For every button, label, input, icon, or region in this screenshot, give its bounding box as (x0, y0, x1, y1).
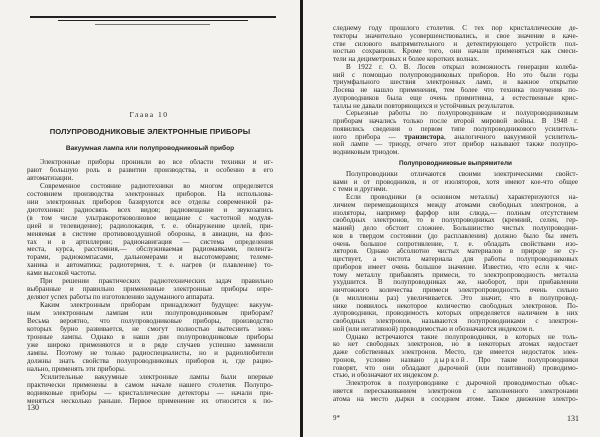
emphasized-term: n (528, 325, 533, 333)
emphasized-term: дыркой (434, 356, 467, 364)
text-line: следнему году прошлого столетия. С тех пор кристаллические де- (333, 25, 578, 32)
text-segment: тронов, условно названо (333, 356, 435, 364)
header-rule-thin (58, 20, 248, 21)
text-line: (в том числе ультракоротковолновое вещание с частотной модуля- (27, 214, 273, 222)
text-line: нии электронных приборов базируются все отделы современной ра- (27, 198, 273, 206)
text-line: ко нет свободных электронов, но в некоторых атомах недостает (333, 341, 578, 349)
paragraph (27, 183, 273, 278)
text-line: стве силового выпрямительного и детектирующего устройств пол- (333, 40, 578, 48)
text-line: приборов имеет очень большое значение. Известно, что если к чис- (333, 263, 578, 271)
text-line: В 1922 г. О. В. Лосев открыл возможность генерации колеба- (346, 63, 578, 71)
chapter-number: Глава 10 (129, 110, 169, 119)
text-line (333, 372, 578, 380)
text-line: Полупроводники отличаются своими электрическими свойст- (346, 170, 578, 178)
text-segment: . (532, 325, 535, 333)
section-heading: Полупроводниковые выпрямители (399, 159, 512, 167)
text-line: Весьма вероятно, что полупроводниковые приборы, производство (27, 318, 273, 326)
paragraph (27, 278, 273, 302)
text-line: Лосева не нашло применения, тем более что техника получения по- (333, 87, 578, 94)
text-line: должны знать свойства полупроводниковых приборов и, где рацио- (27, 357, 273, 365)
paragraph (333, 194, 578, 334)
text-line: свободных электронов, то в полупроводниках (кремний, селен, гер- (333, 217, 578, 225)
text-line: ний с помощью полупроводниковых приборов. Но это были годы (333, 71, 578, 79)
text-line: состоянием производства электронных приборов. На использова- (27, 190, 273, 198)
text-line: маний) дело обстоит сложнее. Большинство чистых полупроводни- (333, 225, 578, 232)
text-segment: стью, и обозначают их индексом (333, 372, 434, 380)
text-line: диотехники: радиосвязь всех видов; радиовещание и звукозапись (27, 206, 273, 214)
text-line: тели на дециметровых и более коротких волнах. (333, 56, 479, 63)
header-rule-thick (30, 16, 276, 18)
page-number: 131 (567, 414, 579, 423)
text-line: атома на место дырки в соседнем атоме. Такое движение электро- (333, 395, 578, 403)
text-line: изоляторы, например фарфор или слюда,— полным отсутствием (333, 209, 578, 217)
text-line: лампы. Поэтому не только радиоспециалисты, но и радиолюбители (27, 349, 273, 357)
text-line: ной лампе — триоду, отчего этот прибор называют также полупро- (333, 141, 578, 149)
paragraph (333, 64, 578, 111)
left-page (0, 0, 298, 437)
text-line: ухудшится. В полупроводниках же, наоборот, при прибавлении (333, 279, 578, 287)
text-line: торами, радиокомпасами, дальномерами и высотомерами; телеме- (27, 254, 273, 262)
text-line: личием перемещающихся между атомами свободных электронов, а (333, 201, 578, 209)
text-line: водниковые приборы — кристаллические детекторы — начали при- (27, 389, 273, 397)
paragraph (27, 159, 273, 183)
text-line: уже широко применяются и в ряде случаев успешно заменили (27, 341, 273, 349)
text-line: автоматизации. (27, 174, 74, 182)
text-line: тронные лампы. Однако в наши дни полупроводниковые приборы (27, 333, 273, 341)
text-line: нике появилось некоторое количество свободных электронов. По- (333, 302, 578, 310)
text-line: Серьезные работы по полупроводникам и полупроводниковым (346, 110, 578, 118)
text-line: ханика и автоматика; радиотермия, т. е. нагрев (и плавление) то- (27, 262, 273, 270)
body-text (27, 159, 273, 406)
text-line: меняться несколько раньше. Первое применение их относится к по- (27, 397, 273, 405)
text-line: Если проводники (в основном металлы) характеризуются на- (346, 194, 578, 201)
text-line: свободных электронов, называются полупроводниками с электрон- (333, 318, 578, 325)
text-line: ляторов. Однако абсолютно чистых материалов в природе не су- (333, 248, 578, 256)
text-line (333, 326, 578, 334)
page-number: 130 (27, 403, 39, 412)
text-line: говорят, что они обладают дырочной (или позитивной) проводимо- (333, 364, 578, 372)
text-segment: ного прибора — (333, 133, 405, 141)
text-line: Однако встречаются такие полупроводники, в которых не толь- (346, 333, 578, 341)
text-line: текторы значительно усовершенствовались, и свое значение в каче- (333, 32, 578, 40)
text-line: ничтожного количества примеси электропроводность очень сильно (333, 287, 578, 294)
text-line: ществует, а чистота материала для работы полупроводниковых (333, 256, 578, 263)
text-line: При решении практических радиотехнических задач правильно (40, 278, 273, 286)
signature-mark: 9* (333, 414, 340, 422)
emphasized-term: p (433, 372, 437, 380)
text-line: Электроток в полупроводнике с дырочной проводимостью объяс- (346, 380, 578, 387)
emphasized-term: транзистора (404, 133, 444, 141)
text-line: нально, применять эти приборы. (27, 365, 126, 373)
text-line (333, 357, 578, 365)
chapter-title: ПОЛУПРОВОДНИКОВЫЕ ЭЛЕКТРОННЫЕ ПРИБОРЫ (49, 127, 251, 136)
text-line: которых бурно развивается, не смогут полностью вытеснить элек- (27, 326, 273, 334)
book-gutter (300, 0, 303, 437)
text-line: появились сведения о первом типе полупроводникового усилитель- (333, 125, 578, 133)
paragraph (27, 374, 273, 406)
text-line: ным электронным лампам или полупроводниковым приборам? (27, 310, 273, 318)
paragraph (27, 302, 273, 374)
text-line (333, 134, 578, 142)
right-page (304, 0, 600, 437)
text-line: тому металлу прибавлять примеси, то электропроводность металла (333, 271, 578, 279)
text-line: таллы не давали повторяющихся и устойчивых результатов. (333, 102, 515, 110)
body-text (333, 25, 578, 403)
text-line: ков в твердом состоянии (до расплавления) должно было бы иметь (333, 232, 578, 240)
text-segment: , аналогичного вакуумной усилитель- (443, 133, 578, 141)
text-line: водниковым триодом. (333, 149, 400, 156)
paragraph (333, 380, 578, 403)
text-line: даже собственных электронов. Место, где имеется недостаток элек- (333, 349, 578, 356)
paragraph (333, 334, 578, 381)
text-line: практически применены в самом начале нашего столетия. Полупро- (27, 381, 273, 389)
paragraph (333, 171, 578, 194)
text-line: лупроводники, проводимость которых определяется наличием в них (333, 310, 578, 318)
text-line: Современное состояние радиотехники во многом определяется (40, 182, 273, 190)
text-line: с теми и другими. (333, 186, 388, 194)
text-line: места, курса, расстояния,— обслуживаемая радиомаяками, пеленга- (27, 246, 273, 254)
text-line: выбранные и правильно примененные электронные приборы опре- (27, 286, 273, 294)
text-line: меняемая в системе противовоздушной обороны, в авиации, на фло- (27, 230, 273, 238)
text-line: рают большую роль в развитии производства, и особенно в его (27, 166, 273, 174)
text-line: приборам начались только после второй мировой войны. В 1948 г. (333, 118, 578, 125)
header-rule-dotted (95, 24, 210, 25)
text-segment: ной (или негативной) проводимостью и обозначаются индексом (333, 325, 529, 333)
text-line: очень большое сопротивление, т. е. обладать свойствами изо- (333, 240, 578, 248)
text-line: лупроводников была еще очень примитивна, а естественные крис- (333, 94, 578, 102)
paragraph (333, 110, 578, 157)
text-line: цией и телевидение); радиолокация, т. е. обнаружение целей, при- (27, 222, 273, 230)
section-title: Вакуумная лампа или полупроводниковый прибор (65, 145, 235, 152)
text-segment: . Про такие полупроводники (466, 356, 578, 364)
text-line: ностью сохранили. Кроме того, они начали применяться как смеси- (333, 48, 578, 56)
text-line: Усилительные вакуумные электронные лампы были впервые (40, 373, 273, 381)
text-line: няется перескакиванием электронов с заполненного электронами (333, 387, 578, 395)
text-line: ками высокой частоты. (27, 270, 97, 278)
text-line: Электронные приборы проникли во все области техники и иг- (40, 159, 273, 166)
text-line: Каким электронным приборам принадлежит будущее: вакуум- (40, 302, 273, 310)
text-line: (в миллионы раз) увеличивается. Это значит, что в полупровод- (333, 294, 578, 302)
text-line: тах и в артиллерии; радионавигация — система определения (27, 238, 273, 246)
text-segment: . (436, 372, 439, 380)
text-line: деляют успех работы по изготовлению задуманного аппарата. (27, 294, 215, 302)
paragraph (333, 25, 578, 64)
text-line: триумфального шествия электронных ламп, и важное открытие (333, 79, 578, 87)
text-line: вами и от проводников, и от изоляторов, хотя имеют кое-что общее (333, 178, 578, 186)
